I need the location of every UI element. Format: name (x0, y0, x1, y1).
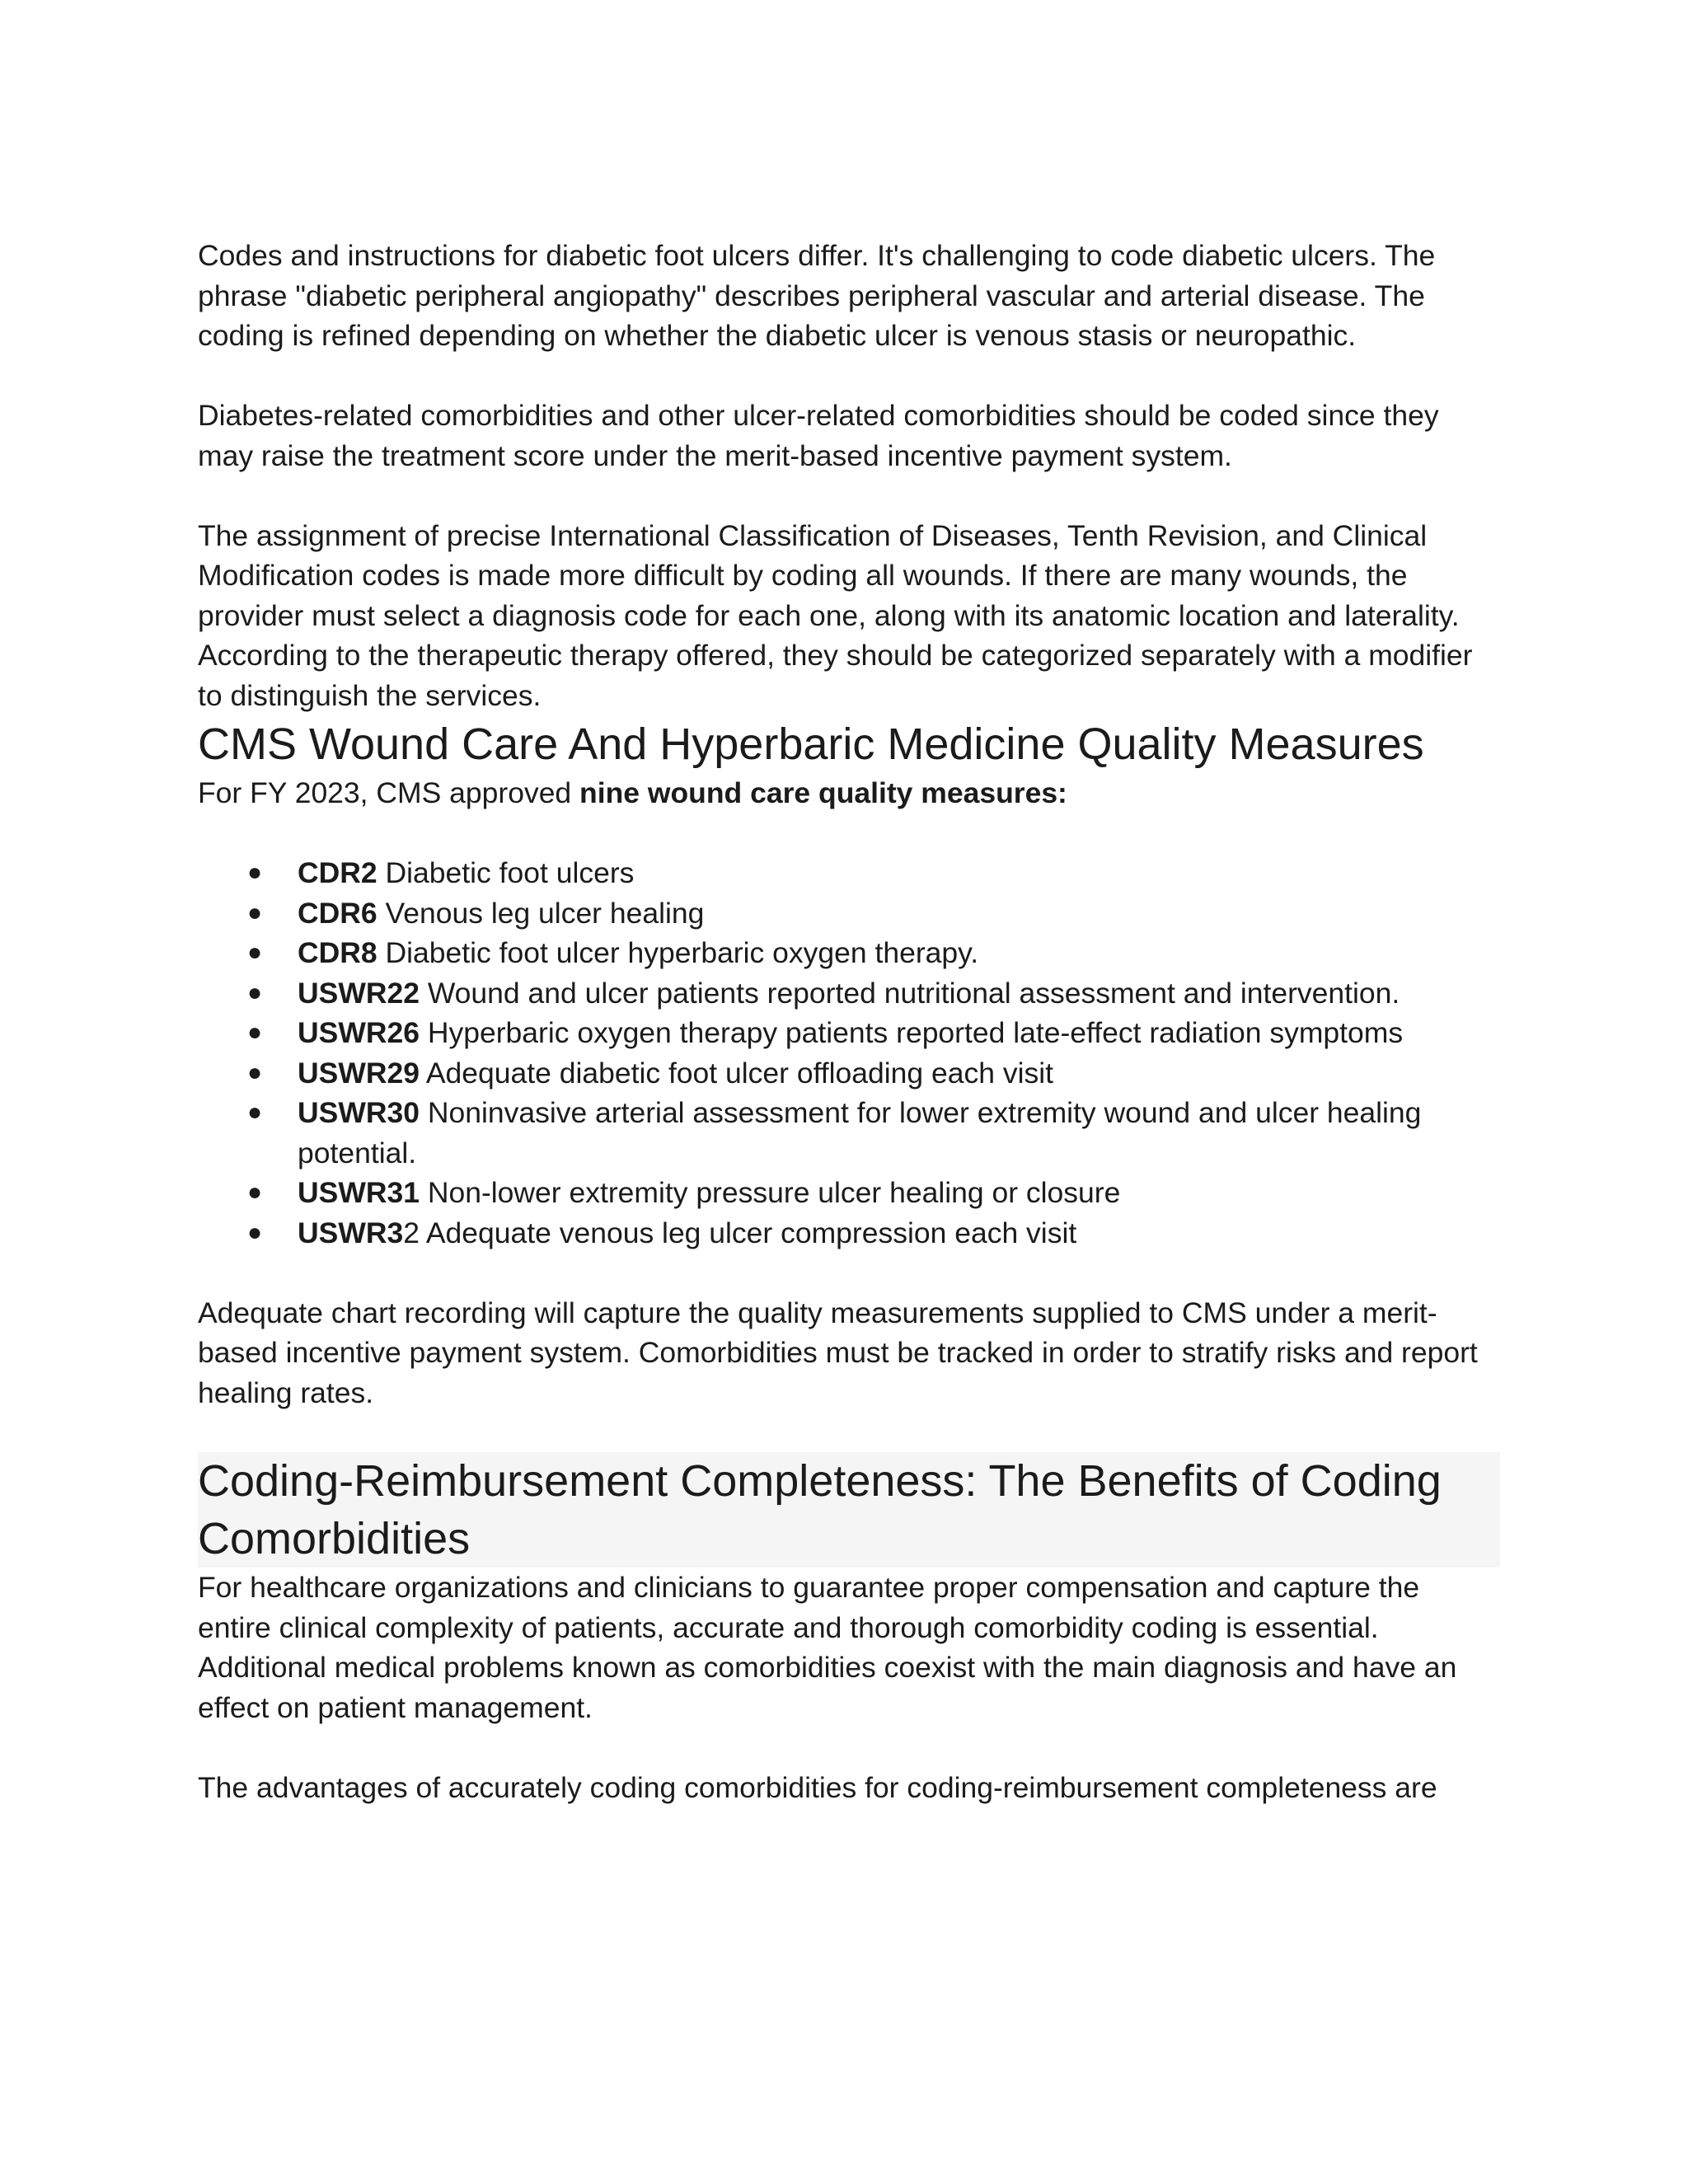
measure-code: USWR26 (298, 1016, 420, 1049)
measure-description: Noninvasive arterial assessment for lower extremity wound and ulcer healing potential. (298, 1096, 1422, 1169)
measure-code: USWR3 (298, 1216, 404, 1249)
measure-description: Wound and ulcer patients reported nutritional assessment and intervention. (419, 976, 1400, 1010)
measure-description: Non-lower extremity pressure ulcer healing or closure (419, 1176, 1121, 1209)
intro-paragraph-icd-coding: The assignment of precise International Classification of Diseases, Tenth Revision, and Clinical Modification codes is made more difficult by coding all wounds. If there are many wounds, the provider must select a diagnosis code for each one, along with its anatomic location and laterality. According to the therapeutic therapy offered, they should be categorized separately with a modifier to distinguish the services. (198, 518, 1473, 712)
measure-description: Diabetic foot ulcer hyperbaric oxygen therapy. (377, 936, 979, 969)
bullet-icon: ● (247, 1099, 263, 1126)
bullet-icon: ● (247, 939, 263, 966)
document-body (198, 236, 1500, 1807)
measure-code: CDR8 (298, 936, 377, 969)
intro-paragraph-comorbidities: Diabetes-related comorbidities and other ulcer-related comorbidities should be coded since they may raise the treatment score under the merit-based incentive payment system. (198, 399, 1439, 472)
measure-description: 2 Adequate venous leg ulcer compression each visit (403, 1216, 1077, 1249)
section-heading-cms-quality-measures: CMS Wound Care And Hyperbaric Medicine Quality Measures (198, 719, 1424, 769)
measure-code: USWR30 (298, 1096, 420, 1129)
quality-measures-intro-bold: nine wound care quality measures: (579, 776, 1067, 809)
measure-code: USWR22 (298, 976, 420, 1010)
measure-description: Diabetic foot ulcers (377, 856, 635, 889)
quality-measures-list (198, 853, 1500, 1253)
list-item (198, 1213, 1500, 1254)
bullet-icon: ● (247, 1218, 263, 1246)
measure-code: CDR2 (298, 856, 377, 889)
section-heading-block-shaded (198, 1452, 1500, 1568)
list-item (198, 1173, 1500, 1213)
bullet-icon: ● (247, 898, 263, 926)
bullet-icon: ● (247, 1179, 263, 1206)
advantages-paragraph: The advantages of accurately coding comorbidities for coding-reimbursement completeness are (198, 1770, 1437, 1804)
list-item (198, 1053, 1500, 1094)
list-item (198, 933, 1500, 973)
measure-code: CDR6 (298, 896, 377, 930)
measure-description: Adequate diabetic foot ulcer offloading each visit (419, 1056, 1053, 1090)
intro-paragraph-diabetic-ulcer-codes: Codes and instructions for diabetic foot ulcers differ. It's challenging to code diabetic ulcers. The phrase "diabetic peripheral angiopathy" describes peripheral vascular and arterial disease. The coding is refined depending on whether the diabetic ulcer is venous stasis or neuropathic. (198, 239, 1436, 352)
list-item (198, 853, 1500, 893)
list-item (198, 1013, 1500, 1053)
measure-description: Venous leg ulcer healing (377, 896, 705, 930)
list-item (198, 893, 1500, 934)
quality-measures-intro (198, 773, 1500, 813)
comorbidity-coding-paragraph: For healthcare organizations and clinicians to guarantee proper compensation and capture the entire clinical complexity of patients, accurate and thorough comorbidity coding is essential. Additional medical problems known as comorbidities coexist with the main diagnosis and have an effect on patient management. (198, 1571, 1457, 1724)
quality-measures-intro-prefix: For FY 2023, CMS approved (198, 776, 580, 809)
list-item (198, 1093, 1500, 1173)
measure-code: USWR29 (298, 1056, 420, 1090)
list-item (198, 973, 1500, 1014)
bullet-icon: ● (247, 1058, 263, 1086)
section-heading-coding-reimbursement: Coding-Reimbursement Completeness: The Benefits of Coding Comorbidities (198, 1456, 1442, 1563)
measure-description: Hyperbaric oxygen therapy patients reported late-effect radiation symptoms (419, 1016, 1404, 1049)
bullet-icon: ● (247, 859, 263, 886)
bullet-icon: ● (247, 1019, 263, 1046)
measure-code: USWR31 (298, 1176, 420, 1209)
chart-recording-paragraph: Adequate chart recording will capture the quality measurements supplied to CMS under a merit-based incentive payment system. Comorbidities must be tracked in order to stratify risks and report healing rates. (198, 1296, 1478, 1409)
bullet-icon: ● (247, 978, 263, 1006)
